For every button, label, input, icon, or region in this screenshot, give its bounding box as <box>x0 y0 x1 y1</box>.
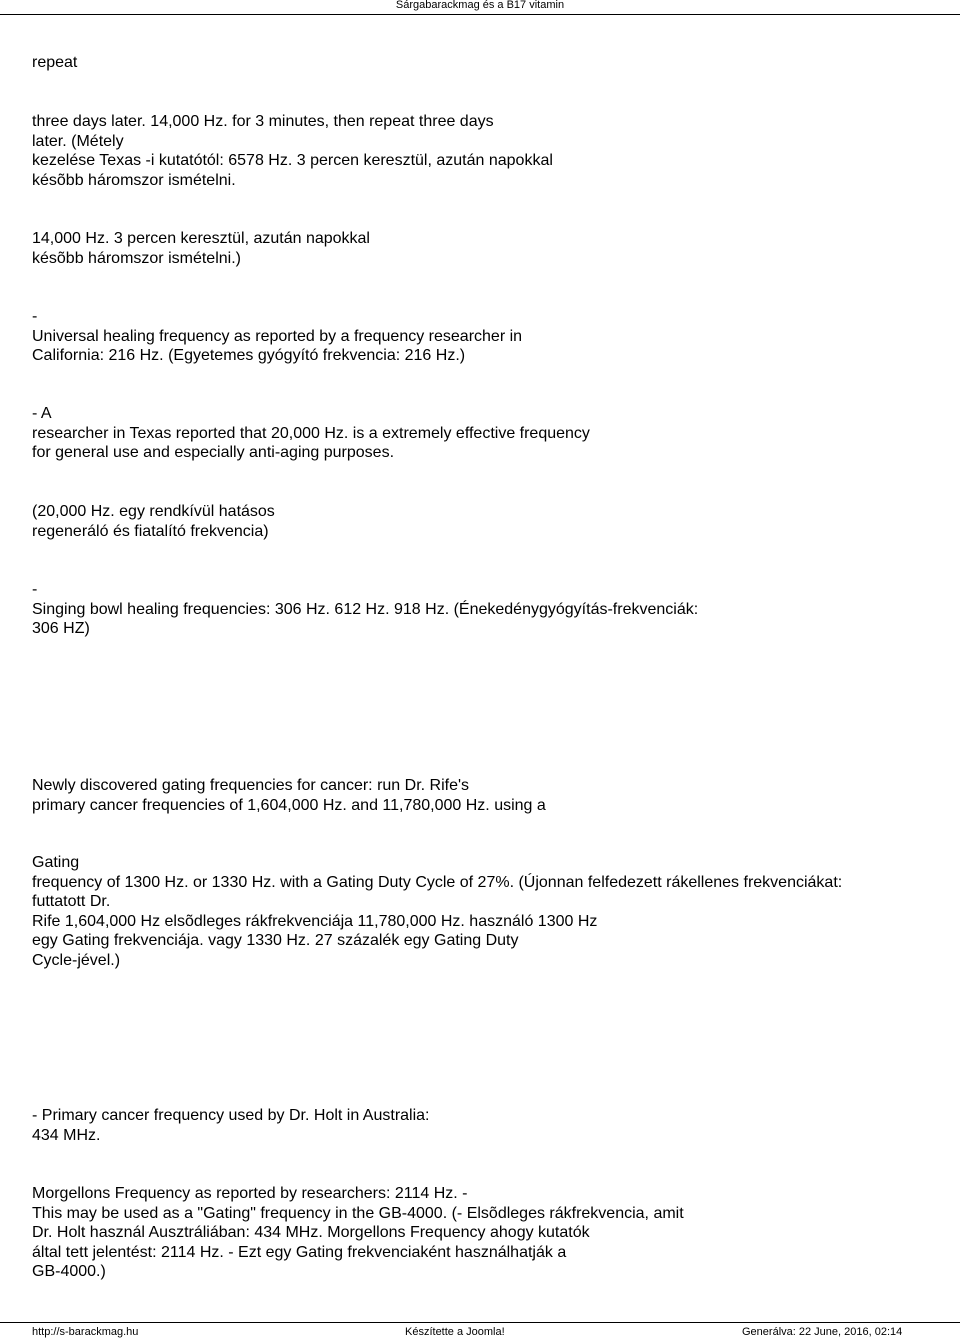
text-line: - Primary cancer frequency used by Dr. Holt in Australia: <box>32 1107 430 1124</box>
text-line: Newly discovered gating frequencies for cancer: run Dr. Rife's <box>32 777 470 794</box>
text-line: - <box>32 308 38 325</box>
text-line: primary cancer frequencies of 1,604,000 Hz. and 11,780,000 Hz. using a <box>32 796 546 814</box>
text-line: kezelése Texas -i kutatótól: 6578 Hz. 3 percen keresztül, azután napokkal <box>32 152 553 169</box>
paragraph <box>32 502 932 541</box>
text-line: késõbb háromszor ismételni.) <box>32 249 241 267</box>
paragraph <box>32 1106 932 1145</box>
text-line: California: 216 Hz. (Egyetemes gyógyító frekvencia: 216 Hz.) <box>32 347 466 364</box>
text-line: - A <box>32 405 52 422</box>
text-line: GB-4000.) <box>32 1263 106 1280</box>
paragraph <box>32 112 932 190</box>
page-footer <box>0 1322 960 1339</box>
paragraph <box>32 53 932 73</box>
text-line: three days later. 14,000 Hz. for 3 minutes, then repeat three days <box>32 113 494 130</box>
text-line: frequency of 1300 Hz. or 1330 Hz. with a Gating Duty Cycle of 27%. (Újonnan felfedezett rákellenes frekvenciákat: <box>32 873 843 891</box>
paragraph <box>32 307 932 366</box>
text-line: repeat <box>32 54 78 71</box>
text-line: futtatott Dr. <box>32 893 111 910</box>
text-line: 306 HZ) <box>32 620 90 637</box>
paragraph <box>32 580 932 639</box>
paragraph <box>32 229 932 268</box>
article-body <box>32 53 932 1282</box>
text-line: (20,000 Hz. egy rendkívül hatásos <box>32 503 275 520</box>
text-line: 434 MHz. <box>32 1126 101 1144</box>
page-header-title: Sárgabarackmag és a B17 vitamin <box>395 0 565 11</box>
footer-generated-date: Generálva: 22 June, 2016, 02:14 <box>742 1326 903 1338</box>
text-line: Rife 1,604,000 Hz elsõdleges rákfrekvenciája 11,780,000 Hz. használó 1300 Hz <box>32 912 598 930</box>
text-line: regeneráló és fiatalító frekvencia) <box>32 522 269 540</box>
footer-made-with: Készítette a Joomla! <box>405 1326 505 1338</box>
text-line: által tett jelentést: 2114 Hz. - Ezt egy Gating frekvenciaként használhatják a <box>32 1243 567 1261</box>
text-line: Cycle-jével.) <box>32 951 121 969</box>
text-line: egy Gating frekvenciája. vagy 1330 Hz. 27 százalék egy Gating Duty <box>32 932 519 949</box>
text-line: - <box>32 581 38 598</box>
text-line: 14,000 Hz. 3 percen keresztül, azután napokkal <box>32 230 370 247</box>
paragraph <box>32 776 932 815</box>
text-line: Gating <box>32 854 80 871</box>
paragraph <box>32 1184 932 1282</box>
text-line: Morgellons Frequency as reported by researchers: 2114 Hz. - <box>32 1185 468 1202</box>
page-header <box>0 0 960 15</box>
paragraph <box>32 853 932 970</box>
text-line: Dr. Holt használ Ausztráliában: 434 MHz. Morgellons Frequency ahogy kutatók <box>32 1224 590 1241</box>
text-line: Singing bowl healing frequencies: 306 Hz. 612 Hz. 918 Hz. (Énekedénygyógyítás-frekvenciák: <box>32 600 699 618</box>
text-line: researcher in Texas reported that 20,000 Hz. is a extremely effective frequency <box>32 424 590 442</box>
text-line: This may be used as a "Gating" frequency in the GB-4000. (- Elsõdleges rákfrekvencia, amit <box>32 1204 684 1222</box>
paragraph <box>32 404 932 463</box>
footer-url: http://s-barackmag.hu <box>32 1326 139 1338</box>
text-line: késõbb háromszor ismételni. <box>32 171 236 189</box>
text-line: later. (Métely <box>32 132 124 150</box>
text-line: for general use and especially anti-aging purposes. <box>32 444 395 461</box>
text-line: Universal healing frequency as reported by a frequency researcher in <box>32 327 523 345</box>
